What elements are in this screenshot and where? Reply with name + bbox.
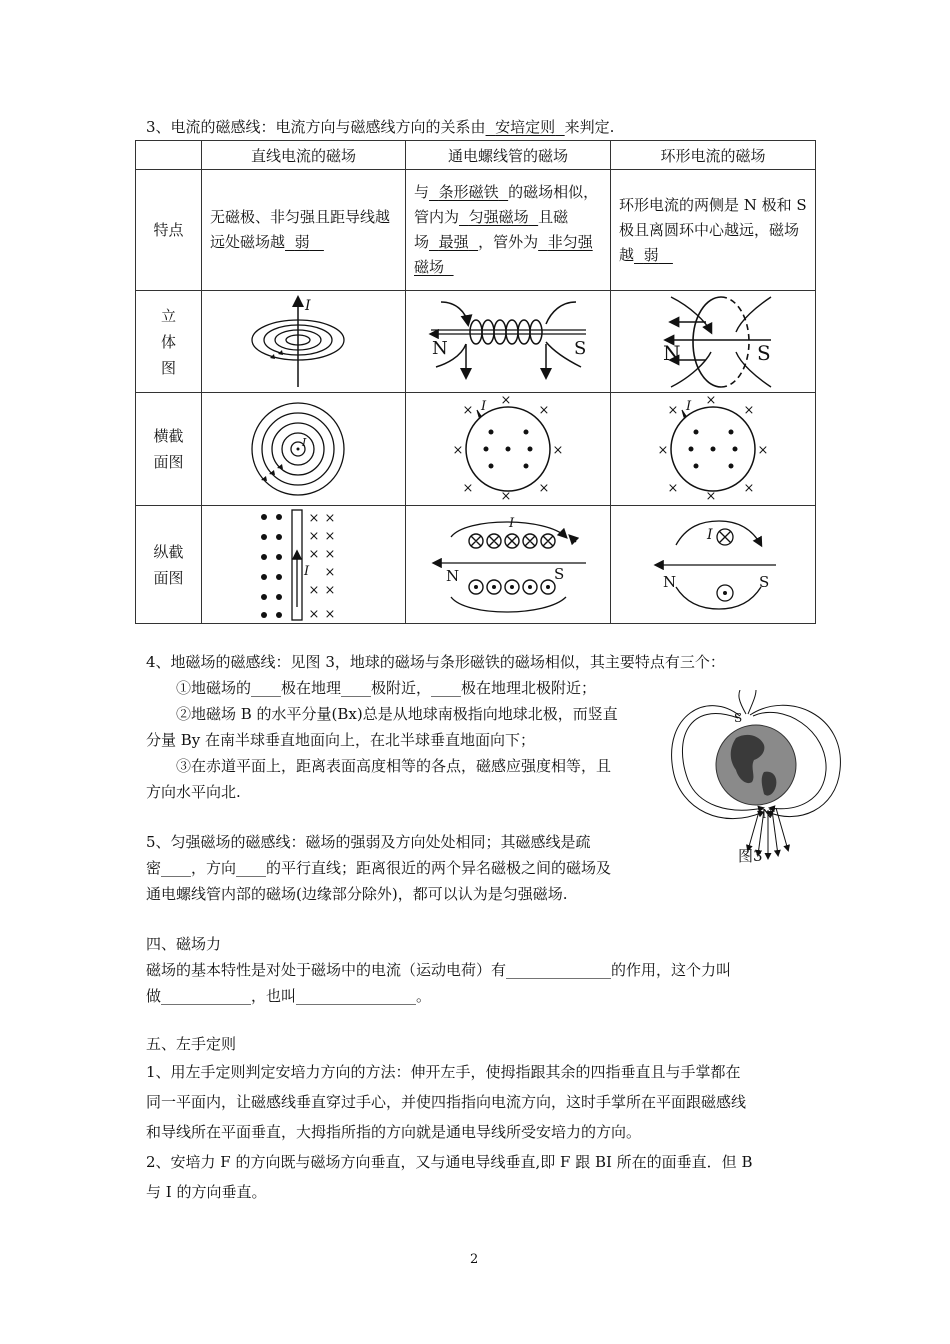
magnetic-field-table bbox=[135, 140, 816, 624]
ring-3d-s: S bbox=[757, 340, 771, 365]
diagram-ring-cross bbox=[611, 393, 816, 506]
diagram-straight-cross bbox=[202, 393, 406, 506]
svg-text:×: × bbox=[500, 394, 512, 408]
section-five-heading: 五、左手定则 bbox=[146, 1035, 237, 1053]
svg-text:×: × bbox=[308, 510, 320, 526]
section3-intro bbox=[146, 117, 614, 137]
diagram-solenoid-long bbox=[406, 506, 611, 624]
feature-solenoid-fill4: 非匀强磁场 bbox=[414, 233, 593, 276]
section5-line1: 5、匀强磁场的磁感线：磁场的强弱及方向处处相同；其磁感线是疏 bbox=[146, 833, 591, 851]
table-header-ring: 环形电流的磁场 bbox=[611, 141, 816, 170]
section-five-p1c: 和导线所在平面垂直，大拇指所指的方向就是通电导线所受安培力的方向。 bbox=[146, 1123, 642, 1141]
svg-text:×: × bbox=[324, 582, 336, 598]
table-header-empty bbox=[136, 141, 202, 170]
long-solenoid-n: N bbox=[446, 566, 460, 585]
cross-solenoid-i: I bbox=[481, 399, 487, 414]
section3-intro-post: 来判定. bbox=[564, 118, 615, 136]
svg-text:×: × bbox=[743, 403, 755, 418]
svg-text:×: × bbox=[705, 394, 717, 408]
solenoid-3d-s: S bbox=[574, 337, 587, 359]
section4-title: 4、地磁场的磁感线：见图 3，地球的磁场与条形磁铁的磁场相似，其主要特点有三个： bbox=[146, 653, 725, 671]
diagram-label-current: I bbox=[305, 297, 311, 314]
svg-text:×: × bbox=[462, 403, 474, 418]
svg-text:×: × bbox=[308, 528, 320, 544]
svg-text:×: × bbox=[667, 481, 679, 496]
svg-text:×: × bbox=[657, 443, 669, 458]
svg-text:×: × bbox=[743, 481, 755, 496]
svg-text:×: × bbox=[757, 443, 769, 458]
svg-text:×: × bbox=[308, 582, 320, 598]
section3-intro-fill: 安培定则 bbox=[495, 118, 556, 136]
section-five-p2a: 2、安培力 F 的方向既与磁场方向垂直，又与通电导线垂直,即 F 跟 BI 所在的面垂直．但 B bbox=[146, 1153, 753, 1171]
feature-solenoid-p1: 与 bbox=[414, 183, 430, 201]
long-straight-i: I bbox=[304, 563, 310, 579]
earth-s-label: S bbox=[734, 711, 743, 725]
table-row-3d bbox=[136, 291, 816, 393]
diagram-solenoid-3d bbox=[406, 291, 611, 393]
row-label-cross-section: 横截面图 bbox=[136, 393, 202, 506]
table-row-features bbox=[136, 170, 816, 291]
page-number: 2 bbox=[470, 1252, 479, 1267]
long-ring-s: S bbox=[759, 572, 770, 591]
table-header-solenoid: 通电螺线管的磁场 bbox=[406, 141, 611, 170]
table-row-cross-section bbox=[136, 393, 816, 506]
section4-point1: ①地磁场的____极在地理____极附近，____极在地理北极附近； bbox=[176, 679, 597, 697]
table-header-straight: 直线电流的磁场 bbox=[202, 141, 406, 170]
figure3-caption: 图3 bbox=[738, 847, 763, 865]
section4-point2b: 分量 By 在南半球垂直地面向上，在北半球垂直地面向下； bbox=[146, 731, 536, 749]
diagram-ring-long bbox=[611, 506, 816, 624]
feature-ring-fill: 弱 bbox=[643, 245, 659, 264]
table-header-row bbox=[136, 141, 816, 170]
long-solenoid-s: S bbox=[554, 564, 565, 583]
long-ring-n: N bbox=[663, 572, 677, 591]
svg-text:×: × bbox=[538, 403, 550, 418]
svg-text:×: × bbox=[324, 606, 336, 622]
row-label-3d: 立体图 bbox=[136, 291, 202, 393]
svg-text:×: × bbox=[324, 564, 336, 580]
feature-solenoid-p4: ，管外为 bbox=[478, 233, 539, 251]
feature-solenoid-fill2: 匀强磁场 bbox=[468, 208, 529, 226]
svg-text:×: × bbox=[308, 546, 320, 562]
section4-point3a: ③在赤道平面上，距离表面高度相等的各点，磁感应强度相等，且 bbox=[176, 757, 612, 775]
svg-text:×: × bbox=[308, 606, 320, 622]
svg-text:×: × bbox=[538, 481, 550, 496]
diagram-straight-3d bbox=[202, 291, 406, 393]
solenoid-3d-n: N bbox=[432, 337, 448, 359]
feature-solenoid-p3: 且磁场 bbox=[414, 208, 569, 251]
section-five-p1b: 同一平面内，让磁感线垂直穿过手心，并使四指指向电流方向，这时手掌所在平面跟磁感线 bbox=[146, 1093, 747, 1111]
feature-solenoid-fill3: 最强 bbox=[438, 233, 469, 251]
cross-ring-i: I bbox=[686, 399, 692, 414]
feature-ring bbox=[611, 170, 816, 291]
svg-text:×: × bbox=[462, 481, 474, 496]
section5-line3: 通电螺线管内部的磁场(边缘部分除外)，都可以认为是匀强磁场. bbox=[146, 885, 568, 903]
row-label-features: 特点 bbox=[136, 170, 202, 291]
svg-text:×: × bbox=[452, 443, 464, 458]
diagram-ring-3d bbox=[611, 291, 816, 393]
svg-text:×: × bbox=[667, 403, 679, 418]
svg-text:×: × bbox=[705, 489, 717, 504]
feature-solenoid bbox=[406, 170, 611, 291]
section4-point2a: ②地磁场 B 的水平分量(Bx)总是从地球南极指向地球北极，而竖直 bbox=[176, 705, 618, 723]
feature-straight-text: 无磁极、非匀强且距导线越远处磁场越 bbox=[210, 208, 391, 251]
feature-solenoid-fill1: 条形磁铁 bbox=[438, 183, 499, 201]
feature-straight-fill: 弱 bbox=[294, 233, 310, 251]
section-five-p1a: 1、用左手定则判定安培力方向的方法：伸开左手，使拇指跟其余的四指垂直且与手掌都在 bbox=[146, 1063, 741, 1081]
long-solenoid-i: I bbox=[509, 515, 515, 531]
section-four-line1: 磁场的基本特性是对处于磁场中的电流（运动电荷）有______________的作用，这个力叫 bbox=[146, 961, 732, 979]
svg-text:×: × bbox=[324, 510, 336, 526]
earth-n-label: N bbox=[762, 807, 773, 821]
section-four-heading: 四、磁场力 bbox=[146, 935, 222, 953]
feature-solenoid-p2: 的磁场相似，管内为 bbox=[414, 183, 599, 226]
section4-point3b: 方向水平向北. bbox=[146, 783, 241, 801]
long-ring-i: I bbox=[707, 526, 713, 543]
section-five-p2b: 与 I 的方向垂直。 bbox=[146, 1183, 267, 1201]
svg-text:×: × bbox=[552, 443, 564, 458]
section-four-line2: 做____________，也叫________________。 bbox=[146, 987, 432, 1005]
diagram-solenoid-cross bbox=[406, 393, 611, 506]
cross-straight-i: I bbox=[302, 436, 307, 449]
section5-line2: 密____，方向____的平行直线；距离很近的两个异名磁极之间的磁场及 bbox=[146, 859, 612, 877]
svg-text:×: × bbox=[324, 528, 336, 544]
ring-3d-n: N bbox=[663, 340, 681, 365]
svg-text:×: × bbox=[324, 546, 336, 562]
row-label-longitudinal: 纵截面图 bbox=[136, 506, 202, 624]
table-row-longitudinal bbox=[136, 506, 816, 624]
diagram-straight-long bbox=[202, 506, 406, 624]
section3-intro-pre: 3、电流的磁感线：电流方向与磁感线方向的关系由 bbox=[146, 118, 486, 136]
feature-straight bbox=[202, 170, 406, 291]
feature-ring-text: 环形电流的两侧是 N 极和 S 极且离圆环中心越远，磁场越 bbox=[619, 195, 807, 264]
svg-text:×: × bbox=[500, 489, 512, 504]
